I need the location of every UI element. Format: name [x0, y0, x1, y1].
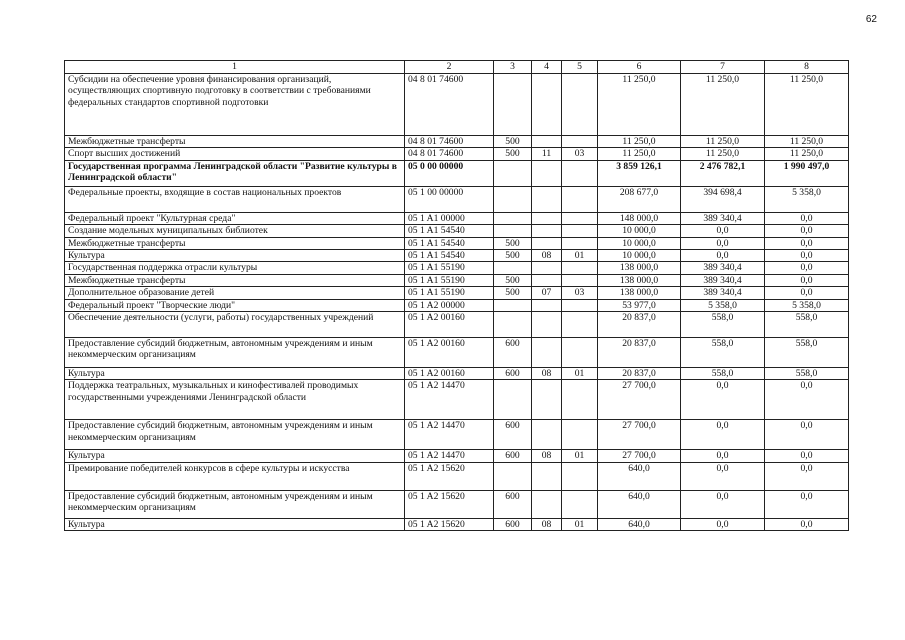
cell-expense-type: 600	[494, 368, 532, 380]
cell-expense-type: 500	[494, 274, 532, 286]
cell-amount-col6: 640,0	[598, 490, 681, 518]
cell-section: 08	[532, 518, 562, 530]
cell-amount-col8: 558,0	[765, 368, 849, 380]
cell-amount-col6: 138 000,0	[598, 262, 681, 274]
cell-amount-col7: 394 698,4	[681, 186, 765, 212]
cell-amount-col6: 138 000,0	[598, 274, 681, 286]
cell-name: Федеральный проект "Культурная среда"	[65, 212, 405, 224]
cell-amount-col8: 11 250,0	[765, 136, 849, 148]
cell-expense-type: 600	[494, 450, 532, 462]
cell-name: Поддержка театральных, музыкальных и кинофестивалей проводимых государственными учреждениями Ленинградской области	[65, 380, 405, 420]
cell-subsection	[562, 312, 598, 338]
cell-name: Культура	[65, 250, 405, 262]
cell-amount-col8: 0,0	[765, 518, 849, 530]
cell-expense-type	[494, 160, 532, 186]
cell-section	[532, 262, 562, 274]
cell-amount-col6: 20 837,0	[598, 368, 681, 380]
cell-name: Культура	[65, 368, 405, 380]
cell-expense-type: 600	[494, 420, 532, 450]
cell-amount-col8: 0,0	[765, 462, 849, 490]
cell-amount-col7: 558,0	[681, 368, 765, 380]
cell-amount-col6: 11 250,0	[598, 148, 681, 160]
cell-section: 08	[532, 250, 562, 262]
cell-subsection	[562, 160, 598, 186]
cell-subsection: 01	[562, 518, 598, 530]
cell-name: Субсидии на обеспечение уровня финансирования организаций, осуществляющих спортивную подготовку в соответствии с требованиями федеральных стандартов спортивной подготовки	[65, 74, 405, 136]
cell-amount-col8: 0,0	[765, 237, 849, 249]
cell-expense-type	[494, 312, 532, 338]
cell-expense-type	[494, 225, 532, 237]
cell-name: Предоставление субсидий бюджетным, автономным учреждениям и иным некоммерческим организациям	[65, 338, 405, 368]
cell-amount-col8: 0,0	[765, 490, 849, 518]
cell-amount-col8: 558,0	[765, 338, 849, 368]
cell-target-article: 05 1 A2 15620	[405, 490, 494, 518]
cell-section	[532, 420, 562, 450]
cell-subsection	[562, 490, 598, 518]
cell-name: Межбюджетные трансферты	[65, 237, 405, 249]
cell-name: Премирование победителей конкурсов в сфере культуры и искусства	[65, 462, 405, 490]
table-row	[65, 312, 849, 338]
page-number: 62	[865, 14, 877, 25]
cell-subsection	[562, 462, 598, 490]
cell-amount-col6: 10 000,0	[598, 237, 681, 249]
header-col-3: 3	[494, 61, 532, 74]
cell-name: Создание модельных муниципальных библиотек	[65, 225, 405, 237]
cell-name: Обеспечение деятельности (услуги, работы) государственных учреждений	[65, 312, 405, 338]
cell-amount-col7: 389 340,4	[681, 212, 765, 224]
table-row	[65, 450, 849, 462]
header-col-6: 6	[598, 61, 681, 74]
cell-amount-col6: 53 977,0	[598, 299, 681, 311]
cell-amount-col8: 0,0	[765, 225, 849, 237]
cell-amount-col7: 0,0	[681, 420, 765, 450]
cell-amount-col7: 0,0	[681, 225, 765, 237]
cell-expense-type: 600	[494, 338, 532, 368]
cell-section	[532, 186, 562, 212]
cell-subsection	[562, 186, 598, 212]
cell-subsection	[562, 212, 598, 224]
cell-name: Государственная поддержка отрасли культуры	[65, 262, 405, 274]
cell-name: Спорт высших достижений	[65, 148, 405, 160]
cell-section	[532, 274, 562, 286]
table-row	[65, 420, 849, 450]
cell-subsection	[562, 225, 598, 237]
cell-amount-col7: 389 340,4	[681, 274, 765, 286]
cell-subsection	[562, 274, 598, 286]
cell-amount-col7: 11 250,0	[681, 148, 765, 160]
cell-amount-col8: 0,0	[765, 420, 849, 450]
cell-amount-col7: 389 340,4	[681, 287, 765, 299]
cell-amount-col6: 640,0	[598, 518, 681, 530]
cell-subsection	[562, 380, 598, 420]
cell-amount-col8: 11 250,0	[765, 148, 849, 160]
cell-amount-col7: 558,0	[681, 312, 765, 338]
cell-expense-type: 600	[494, 518, 532, 530]
cell-expense-type: 500	[494, 250, 532, 262]
cell-section	[532, 312, 562, 338]
cell-expense-type	[494, 262, 532, 274]
cell-amount-col7: 389 340,4	[681, 262, 765, 274]
cell-target-article: 05 1 A1 54540	[405, 225, 494, 237]
cell-expense-type: 600	[494, 490, 532, 518]
table-row	[65, 186, 849, 212]
cell-subsection	[562, 338, 598, 368]
cell-target-article: 05 1 00 00000	[405, 186, 494, 212]
cell-target-article: 05 1 A2 00160	[405, 338, 494, 368]
table-row	[65, 225, 849, 237]
cell-amount-col6: 138 000,0	[598, 287, 681, 299]
cell-section	[532, 462, 562, 490]
cell-target-article: 05 1 A1 55190	[405, 287, 494, 299]
header-col-2: 2	[405, 61, 494, 74]
cell-name: Предоставление субсидий бюджетным, автономным учреждениям и иным некоммерческим организациям	[65, 420, 405, 450]
table-body	[65, 74, 849, 531]
cell-amount-col6: 27 700,0	[598, 420, 681, 450]
cell-section	[532, 136, 562, 148]
cell-subsection: 01	[562, 368, 598, 380]
cell-amount-col8: 558,0	[765, 312, 849, 338]
cell-target-article: 05 1 A2 14470	[405, 420, 494, 450]
cell-name: Государственная программа Ленинградской области "Развитие культуры в Ленинградской области"	[65, 160, 405, 186]
cell-amount-col8: 0,0	[765, 287, 849, 299]
cell-amount-col6: 27 700,0	[598, 450, 681, 462]
table-row	[65, 136, 849, 148]
table-row	[65, 518, 849, 530]
cell-subsection: 03	[562, 148, 598, 160]
table-row	[65, 380, 849, 420]
cell-expense-type	[494, 186, 532, 212]
table-row	[65, 250, 849, 262]
cell-target-article: 05 1 A2 00000	[405, 299, 494, 311]
cell-name: Федеральный проект "Творческие люди"	[65, 299, 405, 311]
cell-section: 07	[532, 287, 562, 299]
table-row	[65, 237, 849, 249]
cell-subsection	[562, 237, 598, 249]
cell-expense-type: 500	[494, 287, 532, 299]
cell-expense-type	[494, 299, 532, 311]
cell-section	[532, 74, 562, 136]
cell-target-article: 04 8 01 74600	[405, 74, 494, 136]
budget-table	[64, 60, 849, 531]
cell-target-article: 05 1 A2 15620	[405, 518, 494, 530]
cell-target-article: 05 1 A1 54540	[405, 250, 494, 262]
cell-section	[532, 338, 562, 368]
cell-target-article: 05 1 A1 55190	[405, 274, 494, 286]
cell-expense-type: 500	[494, 237, 532, 249]
cell-target-article: 05 1 A2 14470	[405, 380, 494, 420]
table-row	[65, 212, 849, 224]
cell-amount-col8: 5 358,0	[765, 299, 849, 311]
cell-target-article: 05 1 A2 00160	[405, 368, 494, 380]
cell-amount-col7: 11 250,0	[681, 74, 765, 136]
header-col-5: 5	[562, 61, 598, 74]
header-col-7: 7	[681, 61, 765, 74]
cell-amount-col7: 0,0	[681, 490, 765, 518]
cell-amount-col6: 208 677,0	[598, 186, 681, 212]
cell-amount-col7: 5 358,0	[681, 299, 765, 311]
cell-amount-col7: 0,0	[681, 250, 765, 262]
cell-amount-col8: 0,0	[765, 212, 849, 224]
cell-name: Межбюджетные трансферты	[65, 274, 405, 286]
cell-amount-col7: 11 250,0	[681, 136, 765, 148]
cell-amount-col7: 0,0	[681, 237, 765, 249]
cell-amount-col8: 11 250,0	[765, 74, 849, 136]
cell-section	[532, 299, 562, 311]
cell-amount-col7: 0,0	[681, 518, 765, 530]
cell-expense-type	[494, 212, 532, 224]
cell-name: Федеральные проекты, входящие в состав национальных проектов	[65, 186, 405, 212]
cell-section	[532, 212, 562, 224]
cell-expense-type	[494, 462, 532, 490]
table-row	[65, 160, 849, 186]
cell-subsection: 01	[562, 450, 598, 462]
cell-section: 08	[532, 450, 562, 462]
cell-target-article: 05 1 A1 54540	[405, 237, 494, 249]
table-row	[65, 274, 849, 286]
cell-target-article: 05 1 A1 00000	[405, 212, 494, 224]
cell-target-article: 05 1 A2 00160	[405, 312, 494, 338]
cell-amount-col8: 1 990 497,0	[765, 160, 849, 186]
cell-section	[532, 490, 562, 518]
cell-subsection	[562, 136, 598, 148]
cell-target-article: 05 1 A2 14470	[405, 450, 494, 462]
cell-subsection	[562, 262, 598, 274]
cell-name: Культура	[65, 518, 405, 530]
cell-subsection	[562, 74, 598, 136]
cell-section	[532, 160, 562, 186]
cell-amount-col8: 0,0	[765, 274, 849, 286]
cell-subsection	[562, 299, 598, 311]
cell-name: Межбюджетные трансферты	[65, 136, 405, 148]
cell-name: Дополнительное образование детей	[65, 287, 405, 299]
cell-amount-col6: 20 837,0	[598, 338, 681, 368]
cell-amount-col7: 0,0	[681, 462, 765, 490]
cell-amount-col6: 640,0	[598, 462, 681, 490]
cell-amount-col6: 10 000,0	[598, 250, 681, 262]
cell-amount-col8: 0,0	[765, 380, 849, 420]
table-row	[65, 148, 849, 160]
cell-amount-col7: 0,0	[681, 380, 765, 420]
cell-expense-type: 500	[494, 136, 532, 148]
cell-target-article: 04 8 01 74600	[405, 148, 494, 160]
table-row	[65, 74, 849, 136]
cell-target-article: 05 0 00 00000	[405, 160, 494, 186]
cell-amount-col8: 0,0	[765, 450, 849, 462]
header-row	[65, 61, 849, 74]
table-row	[65, 262, 849, 274]
cell-amount-col6: 20 837,0	[598, 312, 681, 338]
cell-section: 08	[532, 368, 562, 380]
cell-target-article: 05 1 A1 55190	[405, 262, 494, 274]
cell-amount-col7: 0,0	[681, 450, 765, 462]
cell-section	[532, 237, 562, 249]
cell-amount-col6: 148 000,0	[598, 212, 681, 224]
table-row	[65, 338, 849, 368]
cell-amount-col6: 10 000,0	[598, 225, 681, 237]
cell-subsection	[562, 420, 598, 450]
table-row	[65, 368, 849, 380]
cell-amount-col6: 3 859 126,1	[598, 160, 681, 186]
cell-name: Культура	[65, 450, 405, 462]
cell-section: 11	[532, 148, 562, 160]
cell-amount-col8: 0,0	[765, 250, 849, 262]
cell-target-article: 05 1 A2 15620	[405, 462, 494, 490]
table-row	[65, 287, 849, 299]
cell-subsection: 01	[562, 250, 598, 262]
cell-expense-type: 500	[494, 148, 532, 160]
cell-expense-type	[494, 380, 532, 420]
cell-name: Предоставление субсидий бюджетным, автономным учреждениям и иным некоммерческим организациям	[65, 490, 405, 518]
cell-target-article: 04 8 01 74600	[405, 136, 494, 148]
cell-subsection: 03	[562, 287, 598, 299]
cell-amount-col7: 2 476 782,1	[681, 160, 765, 186]
header-col-4: 4	[532, 61, 562, 74]
header-col-8: 8	[765, 61, 849, 74]
table-row	[65, 490, 849, 518]
cell-section	[532, 225, 562, 237]
cell-amount-col6: 27 700,0	[598, 380, 681, 420]
table-row	[65, 299, 849, 311]
cell-amount-col7: 558,0	[681, 338, 765, 368]
cell-amount-col8: 0,0	[765, 262, 849, 274]
header-col-1: 1	[65, 61, 405, 74]
cell-amount-col8: 5 358,0	[765, 186, 849, 212]
cell-section	[532, 380, 562, 420]
cell-expense-type	[494, 74, 532, 136]
cell-amount-col6: 11 250,0	[598, 74, 681, 136]
table-row	[65, 462, 849, 490]
cell-amount-col6: 11 250,0	[598, 136, 681, 148]
